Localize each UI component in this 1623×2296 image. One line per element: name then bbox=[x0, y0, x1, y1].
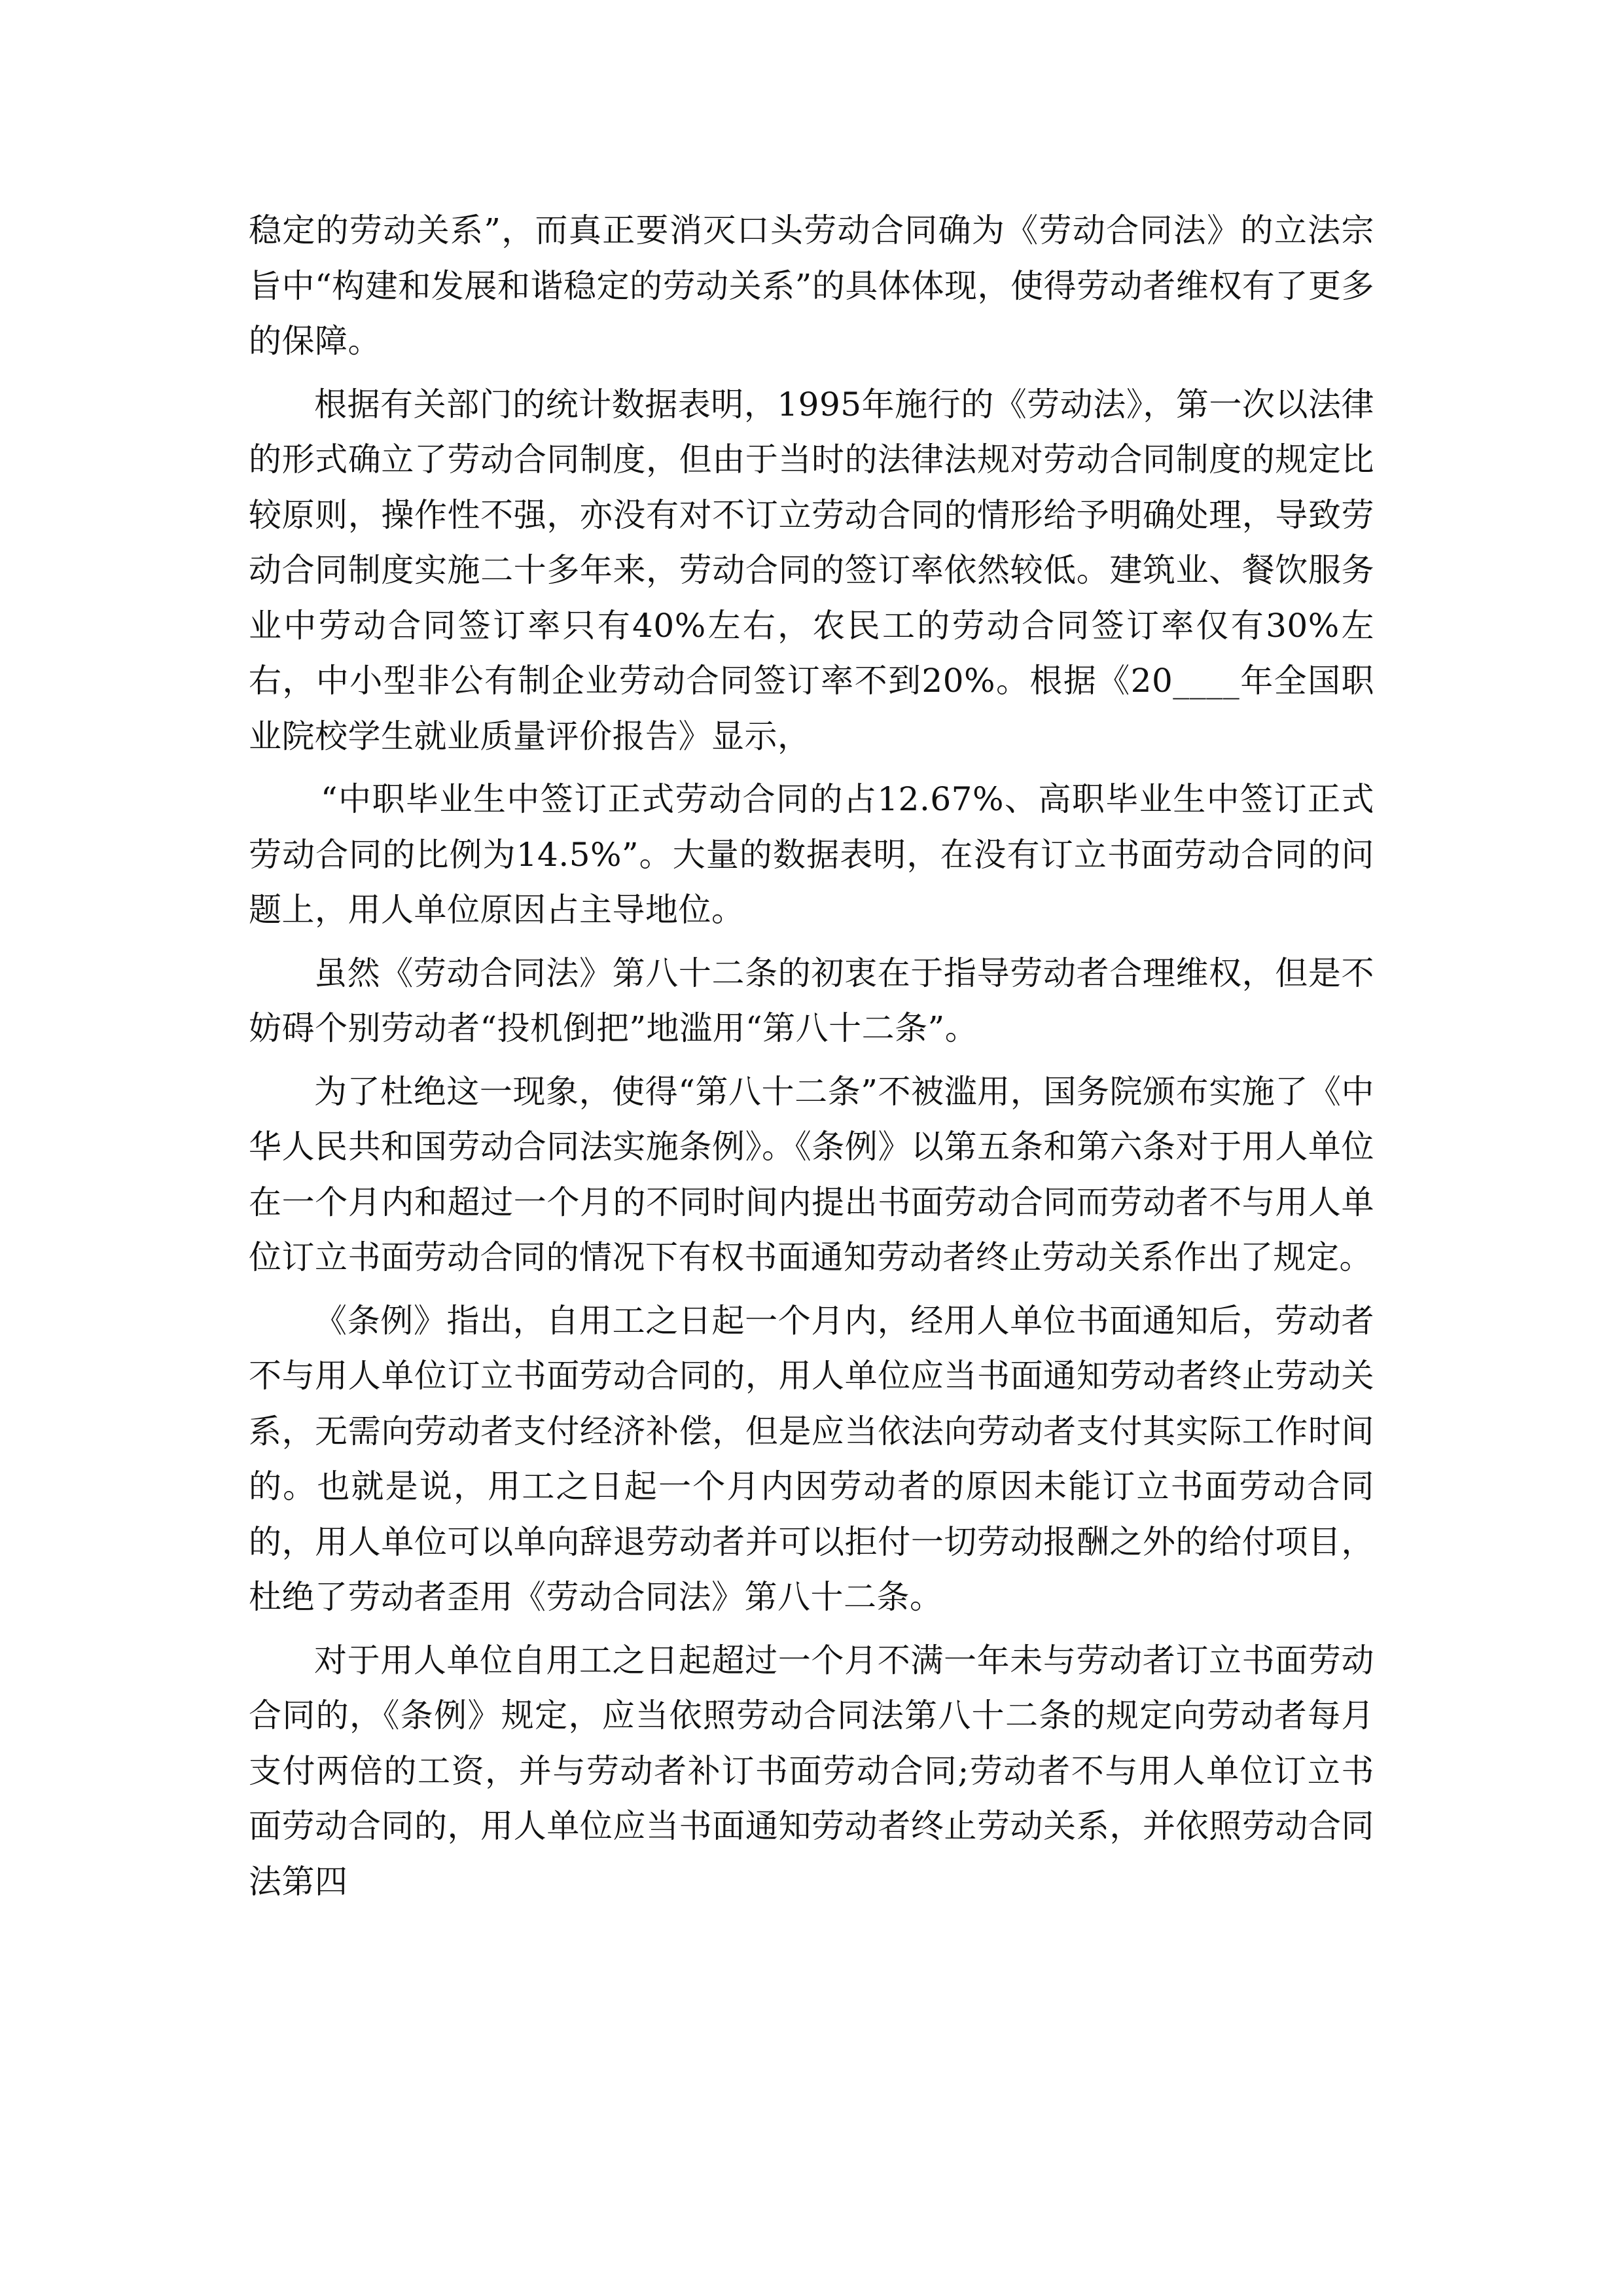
paragraph-quote: “中职毕业生中签订正式劳动合同的占12.67%、高职毕业生中签订正式劳动合同的比例为14.5%”。大量的数据表明，在没有订立书面劳动合同的问题上，用人单位原因占主导地位。 bbox=[249, 780, 1374, 929]
paragraph-article-82: 虽然《劳动合同法》第八十二条的初衷在于指导劳动者合理维权，但是不妨碍个别劳动者“投机倒把”地滥用“第八十二条”。 bbox=[249, 954, 1374, 1047]
paragraph-regulation-detail: 《条例》指出，自用工之日起一个月内，经用人单位书面通知后，劳动者不与用人单位订立书面劳动合同的，用人单位应当书面通知劳动者终止劳动关系，无需向劳动者支付经济补偿，但是应当依法向劳动者支付其实际工作时间的。也就是说，用工之日起一个月内因劳动者的原因未能订立书面劳动合同的，用人单位可以单向辞退劳动者并可以拒付一切劳动报酬之外的给付项目，杜绝了劳动者歪用《劳动合同法》第八十二条。 bbox=[249, 1301, 1374, 1616]
paragraph-regulation: 为了杜绝这一现象，使得“第八十二条”不被滥用，国务院颁布实施了《中华人民共和国劳动合同法实施条例》。《条例》以第五条和第六条对于用人单位在一个月内和超过一个月的不同时间内提出书面劳动合同而劳动者不与用人单位订立书面劳动合同的情况下有权书面通知劳动者终止劳动关系作出了规定。 bbox=[249, 1072, 1374, 1276]
paragraph-continuation: 稳定的劳动关系”，而真正要消灭口头劳动合同确为《劳动合同法》的立法宗旨中“构建和发展和谐稳定的劳动关系”的具体体现，使得劳动者维权有了更多的保障。 bbox=[249, 211, 1374, 360]
paragraph-over-one-month: 对于用人单位自用工之日起超过一个月不满一年未与劳动者订立书面劳动合同的，《条例》规定，应当依照劳动合同法第八十二条的规定向劳动者每月支付两倍的工资，并与劳动者补订书面劳动合同;劳动者不与用人单位订立书面劳动合同的，用人单位应当书面通知劳动者终止劳动关系，并依照劳动合同法第四 bbox=[249, 1641, 1374, 1901]
document-page bbox=[249, 203, 1374, 1909]
paragraph-statistics: 根据有关部门的统计数据表明，1995年施行的《劳动法》，第一次以法律的形式确立了劳动合同制度，但由于当时的法律法规对劳动合同制度的规定比较原则，操作性不强，亦没有对不订立劳动合同的情形给予明确处理，导致劳动合同制度实施二十多年来，劳动合同的签订率依然较低。建筑业、餐饮服务业中劳动合同签订率只有40%左右，农民工的劳动合同签订率仅有30%左右，中小型非公有制企业劳动合同签订率不到20%。根据《20____年全国职业院校学生就业质量评价报告》显示， bbox=[249, 385, 1374, 755]
